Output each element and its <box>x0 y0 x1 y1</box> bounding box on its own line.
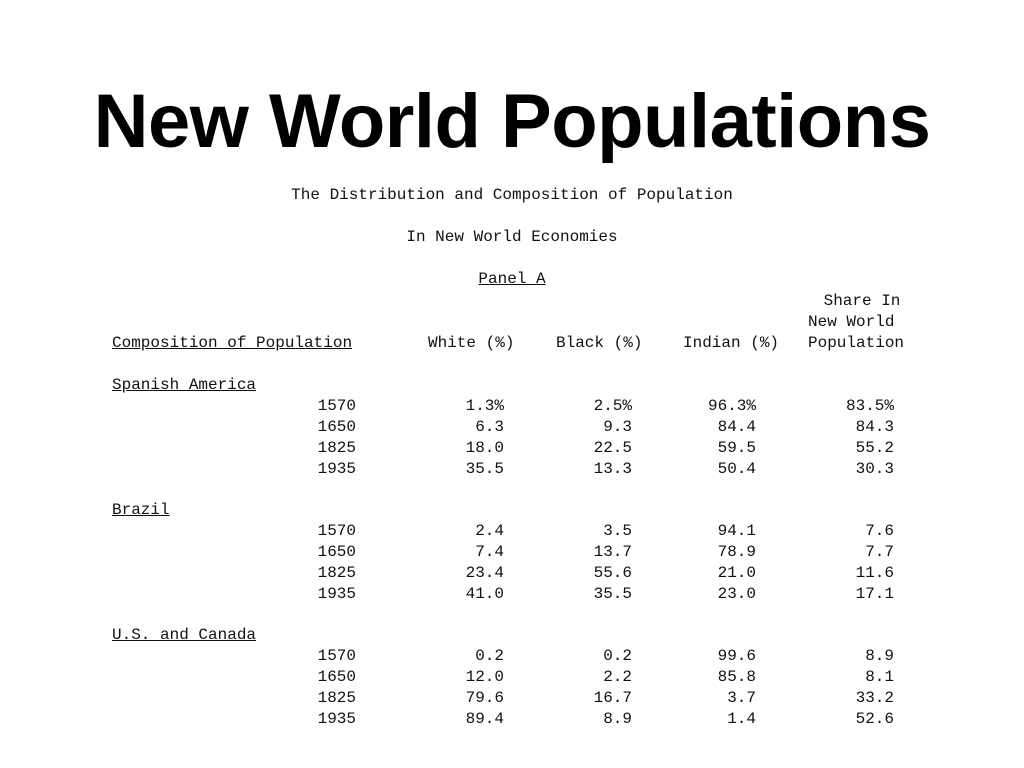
cell-white: 89.4 <box>465 710 504 728</box>
cell-indian: 84.4 <box>717 418 756 436</box>
cell-indian: 59.5 <box>717 439 756 457</box>
cell-share: 33.2 <box>855 689 894 707</box>
cell-black: 0.2 <box>603 647 632 665</box>
header-composition: Composition of Population <box>112 334 353 352</box>
row-year: 1570 <box>317 522 356 540</box>
cell-white: 7.4 <box>475 543 504 561</box>
cell-black: 8.9 <box>603 710 632 728</box>
cell-share: 7.7 <box>865 543 894 561</box>
section-label-brazil: Brazil <box>112 501 170 519</box>
table-caption-line2: In New World Economies <box>406 228 618 246</box>
cell-black: 2.2 <box>603 668 632 686</box>
row-year: 1825 <box>317 564 356 582</box>
cell-white: 41.0 <box>465 585 504 603</box>
section-label-us-canada: U.S. and Canada <box>112 626 257 644</box>
cell-share: 8.1 <box>865 668 894 686</box>
cell-share: 83.5% <box>845 397 894 415</box>
row-year: 1650 <box>317 668 356 686</box>
cell-white: 12.0 <box>465 668 504 686</box>
row-year: 1650 <box>317 543 356 561</box>
cell-indian: 78.9 <box>717 543 756 561</box>
cell-black: 55.6 <box>593 564 632 582</box>
header-share-line3: Population <box>808 334 905 352</box>
section-label-spanish-america: Spanish America <box>112 376 257 394</box>
header-share-line1: Share In <box>823 292 901 310</box>
cell-share: 7.6 <box>865 522 894 540</box>
cell-black: 13.3 <box>593 460 632 478</box>
row-year: 1570 <box>317 397 356 415</box>
cell-indian: 3.7 <box>727 689 756 707</box>
row-year: 1935 <box>317 710 356 728</box>
cell-share: 52.6 <box>855 710 894 728</box>
cell-white: 18.0 <box>465 439 504 457</box>
row-year: 1825 <box>317 439 356 457</box>
cell-indian: 99.6 <box>717 647 756 665</box>
cell-black: 13.7 <box>593 543 632 561</box>
table-caption-line1: The Distribution and Composition of Population <box>291 186 733 204</box>
cell-share: 30.3 <box>855 460 894 478</box>
cell-white: 0.2 <box>475 647 504 665</box>
header-black: Black (%) <box>556 334 643 352</box>
cell-black: 2.5% <box>593 397 632 415</box>
header-share-line2: New World <box>808 313 895 331</box>
cell-indian: 23.0 <box>717 585 756 603</box>
header-indian: Indian (%) <box>683 334 780 352</box>
cell-white: 2.4 <box>475 522 504 540</box>
cell-indian: 96.3% <box>707 397 756 415</box>
cell-share: 84.3 <box>855 418 894 436</box>
cell-white: 79.6 <box>465 689 504 707</box>
cell-white: 6.3 <box>475 418 504 436</box>
cell-black: 35.5 <box>593 585 632 603</box>
cell-indian: 1.4 <box>727 710 756 728</box>
cell-white: 35.5 <box>465 460 504 478</box>
cell-black: 22.5 <box>593 439 632 457</box>
cell-white: 23.4 <box>465 564 504 582</box>
header-white: White (%) <box>428 334 515 352</box>
cell-share: 17.1 <box>855 585 894 603</box>
cell-share: 8.9 <box>865 647 894 665</box>
cell-indian: 94.1 <box>717 522 756 540</box>
cell-share: 55.2 <box>855 439 894 457</box>
slide-title: New World Populations <box>93 79 931 164</box>
row-year: 1825 <box>317 689 356 707</box>
row-year: 1650 <box>317 418 356 436</box>
panel-label <box>0 269 1024 290</box>
cell-black: 16.7 <box>593 689 632 707</box>
row-year: 1935 <box>317 585 356 603</box>
cell-indian: 21.0 <box>717 564 756 582</box>
cell-indian: 50.4 <box>717 460 756 478</box>
cell-black: 9.3 <box>603 418 632 436</box>
row-year: 1935 <box>317 460 356 478</box>
cell-share: 11.6 <box>855 564 894 582</box>
cell-white: 1.3% <box>465 397 504 415</box>
cell-indian: 85.8 <box>717 668 756 686</box>
row-year: 1570 <box>317 647 356 665</box>
cell-black: 3.5 <box>603 522 632 540</box>
panel-label-text: Panel A <box>478 270 546 288</box>
